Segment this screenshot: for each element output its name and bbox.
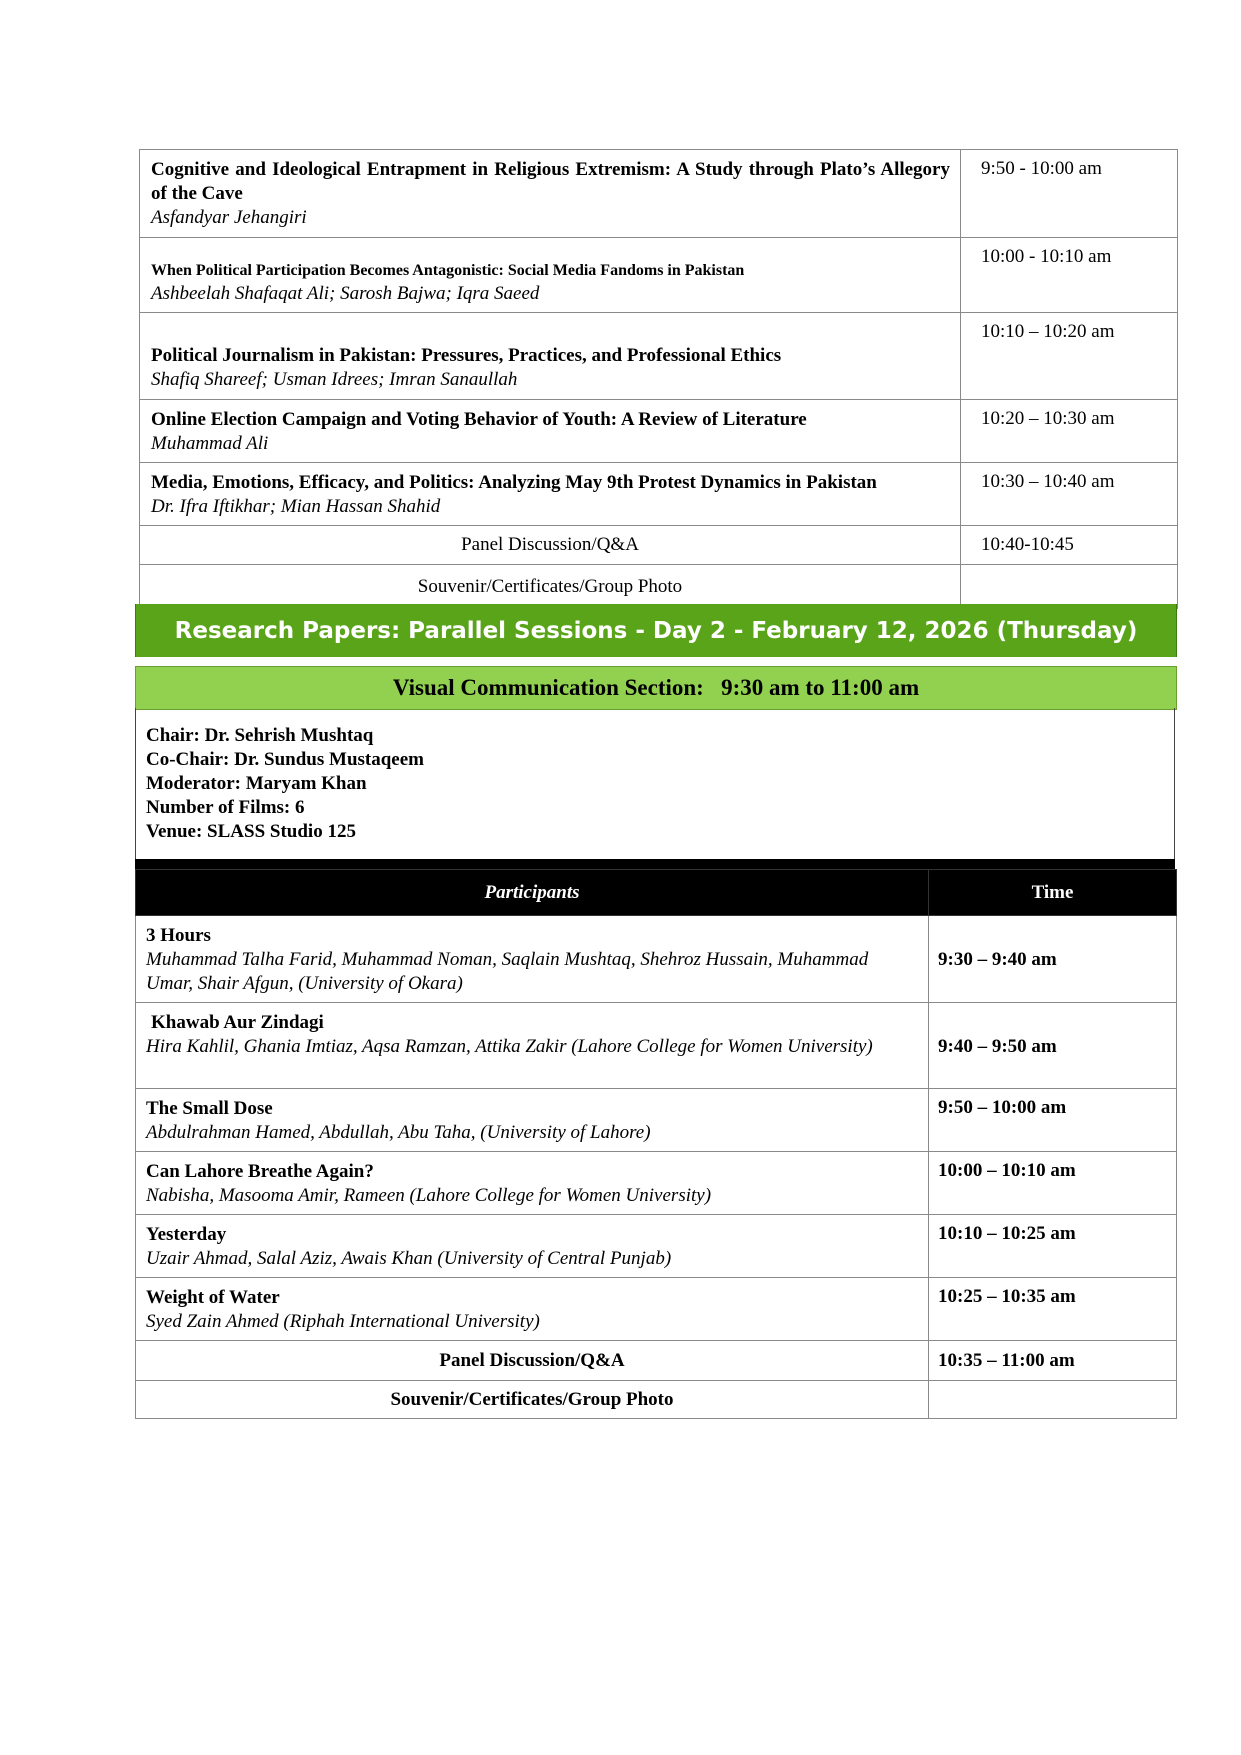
table-row <box>136 1003 1177 1089</box>
film-title: 3 Hours <box>146 925 211 946</box>
film-title: Can Lahore Breathe Again? <box>146 1161 374 1182</box>
film-participants: Abdulrahman Hamed, Abdullah, Abu Taha, (University of Lahore) <box>146 1122 651 1143</box>
section-title: Visual Communication Section: 9:30 am to 11:00 am <box>392 675 920 700</box>
paper-title: Online Election Campaign and Voting Behavior of Youth: A Review of Literature <box>151 409 807 430</box>
film-title: The Small Dose <box>146 1098 273 1119</box>
table-row <box>140 313 1178 400</box>
film-participants: Muhammad Talha Farid, Muhammad Noman, Saqlain Mushtaq, Shehroz Hussain, Muhammad Umar, Shair Afgun, (University of Okara) <box>146 949 869 994</box>
souvenir-label: Souvenir/Certificates/Group Photo <box>136 1381 929 1419</box>
time-cell: 10:00 – 10:10 am <box>929 1152 1177 1215</box>
time-cell: 9:40 – 9:50 am <box>929 1003 1177 1089</box>
paper-authors: Muhammad Ali <box>151 433 269 454</box>
table-row <box>136 1278 1177 1341</box>
film-title: Khawab Aur Zindagi <box>151 1012 324 1033</box>
paper-authors: Asfandyar Jehangiri <box>151 207 307 228</box>
film-participants: Hira Kahlil, Ghania Imtiaz, Aqsa Ramzan, Attika Zakir (Lahore College for Women University) <box>146 1036 873 1057</box>
moderator: Moderator: Maryam Khan <box>146 773 367 794</box>
panel-row <box>140 526 1178 565</box>
film-schedule-table <box>135 869 1177 1419</box>
panel-label: Panel Discussion/Q&A <box>140 526 961 565</box>
time-cell: 9:50 - 10:00 am <box>961 150 1178 238</box>
table-row <box>136 1215 1177 1278</box>
time-cell: 9:30 – 9:40 am <box>929 916 1177 1003</box>
time-cell: 9:50 – 10:00 am <box>929 1089 1177 1152</box>
table-row <box>140 238 1178 313</box>
time-cell: 10:10 – 10:25 am <box>929 1215 1177 1278</box>
co-chair: Co-Chair: Dr. Sundus Mustaqeem <box>146 749 424 770</box>
time-cell <box>961 565 1178 609</box>
time-cell: 10:10 – 10:20 am <box>961 313 1178 400</box>
film-participants: Nabisha, Masooma Amir, Rameen (Lahore College for Women University) <box>146 1185 712 1206</box>
souvenir-label: Souvenir/Certificates/Group Photo <box>140 565 961 609</box>
film-participants: Uzair Ahmad, Salal Aziz, Awais Khan (University of Central Punjab) <box>146 1248 672 1269</box>
time-cell: 10:20 – 10:30 am <box>961 400 1178 463</box>
time-cell: 10:25 – 10:35 am <box>929 1278 1177 1341</box>
paper-cell <box>140 313 961 400</box>
souvenir-row <box>136 1381 1177 1419</box>
chair: Chair: Dr. Sehrish Mushtaq <box>146 725 374 746</box>
paper-cell <box>140 238 961 313</box>
paper-authors: Shafiq Shareef; Usman Idrees; Imran Sanaullah <box>151 369 518 390</box>
time-cell: 10:35 – 11:00 am <box>929 1341 1177 1381</box>
time-cell: 10:40-10:45 <box>961 526 1178 565</box>
time-header: Time <box>929 870 1177 916</box>
film-title: Yesterday <box>146 1224 227 1245</box>
time-cell <box>929 1381 1177 1419</box>
paper-authors: Dr. Ifra Iftikhar; Mian Hassan Shahid <box>151 496 441 517</box>
paper-title: Political Journalism in Pakistan: Pressures, Practices, and Professional Ethics <box>151 345 782 366</box>
table-row <box>136 916 1177 1003</box>
session-banner: Research Papers: Parallel Sessions - Day 2 - February 12, 2026 (Thursday) <box>135 604 1177 657</box>
paper-cell <box>140 150 961 238</box>
participants-header: Participants <box>136 870 929 916</box>
paper-authors: Ashbeelah Shafaqat Ali; Sarosh Bajwa; Iqra Saeed <box>151 283 540 304</box>
film-cell <box>136 1152 929 1215</box>
table-row <box>140 463 1178 526</box>
film-cell <box>136 1003 929 1089</box>
paper-title: Media, Emotions, Efficacy, and Politics: Analyzing May 9th Protest Dynamics in Pakistan <box>151 472 877 493</box>
table-row <box>136 1089 1177 1152</box>
panel-label: Panel Discussion/Q&A <box>136 1341 929 1381</box>
time-cell: 10:30 – 10:40 am <box>961 463 1178 526</box>
table-row <box>140 150 1178 238</box>
film-cell <box>136 1215 929 1278</box>
section-header <box>135 666 1177 710</box>
panel-row <box>136 1341 1177 1381</box>
film-cell <box>136 916 929 1003</box>
paper-cell <box>140 400 961 463</box>
session-info <box>135 708 1175 859</box>
film-cell <box>136 1278 929 1341</box>
time-cell: 10:00 - 10:10 am <box>961 238 1178 313</box>
film-participants: Syed Zain Ahmed (Riphah International University) <box>146 1311 540 1332</box>
table-row <box>136 1152 1177 1215</box>
paper-title: Cognitive and Ideological Entrapment in Religious Extremism: A Study through Plato’s Allegory of the Cave <box>151 159 950 204</box>
paper-title: When Political Participation Becomes Antagonistic: Social Media Fandoms in Pakistan <box>151 262 745 279</box>
film-cell <box>136 1089 929 1152</box>
souvenir-row <box>140 565 1178 609</box>
table-header <box>136 870 1177 916</box>
divider <box>135 859 1175 869</box>
venue: Venue: SLASS Studio 125 <box>146 821 356 842</box>
film-title: Weight of Water <box>146 1287 280 1308</box>
paper-cell <box>140 463 961 526</box>
number-of-films: Number of Films: 6 <box>146 797 305 818</box>
paper-schedule-table <box>139 149 1178 609</box>
table-row <box>140 400 1178 463</box>
